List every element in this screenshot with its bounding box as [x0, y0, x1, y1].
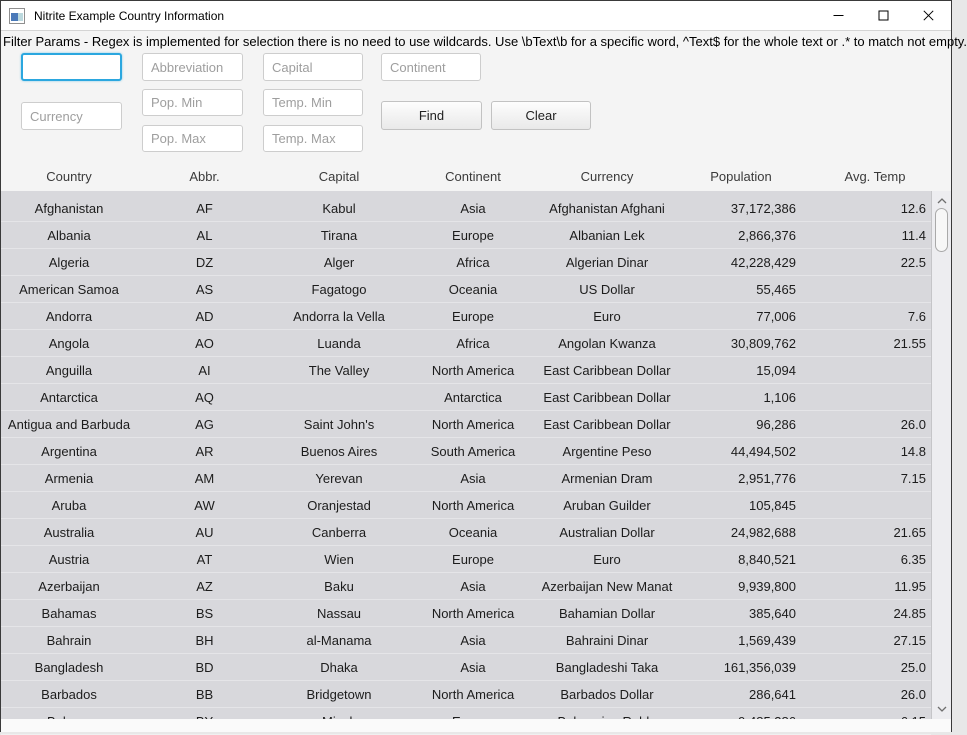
table-cell: al-Manama: [306, 633, 372, 648]
table-cell: Angola: [48, 336, 90, 351]
column-header-population[interactable]: Population: [710, 168, 772, 184]
table-cell: BS: [195, 606, 214, 621]
table-cell: South America: [430, 444, 516, 459]
table-body: [1, 191, 931, 719]
abbreviation-filter-input[interactable]: [142, 53, 243, 81]
table-cell: 105,845: [749, 498, 796, 513]
table-cell: 42,228,429: [730, 255, 796, 270]
table-cell: Argentina: [41, 444, 97, 459]
table-cell: 286,641: [749, 687, 796, 702]
table-cell: Bahamas: [41, 606, 97, 621]
table-cell: Albanian Lek: [569, 228, 645, 243]
table-cell: Yerevan: [315, 471, 363, 486]
table-row[interactable]: [1, 573, 931, 600]
table-cell: Oceania: [448, 525, 498, 540]
table-cell: Barbados: [41, 687, 97, 702]
table-cell: East Caribbean Dollar: [543, 417, 671, 432]
temperature-max-input[interactable]: [263, 125, 363, 152]
table-row[interactable]: [1, 195, 931, 222]
table-cell: Afghanistan: [34, 201, 104, 216]
continent-filter-input[interactable]: [381, 53, 481, 81]
table-cell: AQ: [195, 390, 214, 405]
table-cell: 22.5: [900, 255, 926, 270]
table-cell: Asia: [460, 201, 486, 216]
scrollbar-up-button[interactable]: [932, 193, 951, 209]
table-cell: AZ: [196, 579, 213, 594]
table-cell: Afghanistan Afghani: [549, 201, 665, 216]
table-cell: Algerian Dinar: [565, 255, 649, 270]
table-cell: 2,951,776: [738, 471, 796, 486]
scrollbar-down-button[interactable]: [932, 701, 951, 717]
table-cell: Asia: [460, 471, 486, 486]
table-row[interactable]: [1, 465, 931, 492]
column-header-country[interactable]: Country: [46, 168, 92, 184]
table-cell: Armenian Dram: [561, 471, 653, 486]
table-cell: 6.35: [900, 552, 926, 567]
maximize-icon: [878, 10, 889, 21]
table-cell: AO: [195, 336, 214, 351]
table-cell: American Samoa: [19, 282, 119, 297]
table-cell: 44,494,502: [730, 444, 796, 459]
window-title: Nitrite Example Country Information: [34, 8, 225, 23]
table-cell: AG: [195, 417, 214, 432]
table-cell: Asia: [460, 633, 486, 648]
table-row[interactable]: [1, 627, 931, 654]
table-cell: 27.15: [893, 633, 926, 648]
table-cell: Baku: [324, 579, 354, 594]
table-cell: AD: [195, 309, 214, 324]
close-icon: [923, 10, 934, 21]
table-cell: 14.8: [900, 444, 926, 459]
table-cell: Alger: [323, 255, 355, 270]
table-cell: Luanda: [317, 336, 361, 351]
app-icon-left-pane: [11, 13, 18, 21]
table-row[interactable]: [1, 222, 931, 249]
app-icon: [9, 8, 25, 24]
table-row[interactable]: [1, 654, 931, 681]
table-cell: AW: [194, 498, 215, 513]
table-cell: 11.95: [894, 579, 926, 594]
table-cell: North America: [431, 687, 515, 702]
table-cell: AU: [195, 525, 214, 540]
table-cell: Europe: [452, 552, 494, 567]
table-cell: Aruban Guilder: [563, 498, 651, 513]
table-cell: Euro: [593, 552, 621, 567]
table-cell: North America: [431, 417, 515, 432]
temperature-min-input[interactable]: [263, 89, 363, 116]
table-row[interactable]: [1, 519, 931, 546]
minimize-button[interactable]: [816, 1, 861, 30]
table-row[interactable]: [1, 546, 931, 573]
column-header-continent[interactable]: Continent: [445, 168, 501, 184]
table-cell: Africa: [456, 255, 490, 270]
table-cell: BH: [195, 633, 214, 648]
clear-button[interactable]: Clear: [491, 101, 591, 130]
table-cell: Bahraini Dinar: [565, 633, 649, 648]
table-cell: Andorra la Vella: [293, 309, 385, 324]
table-cell: Europe: [452, 309, 494, 324]
table-cell: 26.0: [900, 687, 926, 702]
table-row[interactable]: [1, 384, 931, 411]
column-header-avg-temp[interactable]: Avg. Temp: [844, 168, 906, 184]
table-row[interactable]: [1, 249, 931, 276]
column-header-abbr[interactable]: Abbr.: [189, 168, 220, 184]
table-cell: 12.6: [900, 201, 926, 216]
minimize-icon: [833, 10, 844, 21]
filter-instructions: Filter Params - Regex is implemented for selection there is no need to use wildcards. Use \bText\b for a specific word, ^Text$ for the whole text or .* to match not empty.: [3, 34, 967, 49]
population-max-input[interactable]: [142, 125, 243, 152]
vertical-scrollbar[interactable]: [931, 191, 951, 719]
table-cell: 96,286: [756, 417, 796, 432]
table-cell: Antarctica: [444, 390, 502, 405]
table-cell: 7.15: [900, 471, 926, 486]
table-cell: North America: [431, 498, 515, 513]
table-cell: Saint John's: [303, 417, 375, 432]
table-row[interactable]: [1, 600, 931, 627]
table-cell: AF: [196, 201, 213, 216]
table-row[interactable]: [1, 276, 931, 303]
bottom-strip: [1, 719, 951, 732]
close-button[interactable]: [906, 1, 951, 30]
table-cell: Azerbaijan New Manat: [541, 579, 673, 594]
capital-filter-input[interactable]: [263, 53, 363, 81]
column-header-currency[interactable]: Currency: [580, 168, 634, 184]
table-cell: AM: [194, 471, 215, 486]
table-cell: Canberra: [311, 525, 367, 540]
table-cell: AT: [196, 552, 213, 567]
table-row[interactable]: [1, 681, 931, 708]
table-cell: Bahrain: [46, 633, 92, 648]
table-cell: 21.55: [893, 336, 926, 351]
table-cell: Antarctica: [40, 390, 98, 405]
table-cell: 385,640: [749, 606, 796, 621]
table-cell: Europe: [452, 228, 494, 243]
table-cell: Euro: [593, 309, 621, 324]
table-cell: Bahamian Dollar: [558, 606, 656, 621]
table-cell: Buenos Aires: [300, 444, 378, 459]
table-cell: Kabul: [322, 201, 356, 216]
table-cell: 15,094: [756, 363, 796, 378]
table-cell: Bangladesh: [34, 660, 104, 675]
table-cell: Australia: [43, 525, 95, 540]
table-cell: 8,840,521: [738, 552, 796, 567]
table-cell: Nassau: [316, 606, 362, 621]
table-cell: Anguilla: [45, 363, 93, 378]
table-cell: Bridgetown: [306, 687, 372, 702]
table-cell: 25.0: [900, 660, 926, 675]
population-min-input[interactable]: [142, 89, 243, 116]
table-cell: AS: [195, 282, 214, 297]
table-cell: Bangladeshi Taka: [555, 660, 659, 675]
table-cell: DZ: [195, 255, 214, 270]
table-cell: 161,356,039: [723, 660, 796, 675]
window-controls: [816, 1, 951, 30]
table-cell: Azerbaijan: [38, 579, 100, 594]
table-cell: BB: [195, 687, 214, 702]
chevron-up-icon: [937, 197, 947, 205]
table-cell: Argentine Peso: [562, 444, 652, 459]
table-cell: AR: [195, 444, 214, 459]
table-cell: 21.65: [893, 525, 926, 540]
table-row[interactable]: [1, 303, 931, 330]
country-filter-input[interactable]: [21, 53, 122, 81]
table-cell: East Caribbean Dollar: [543, 363, 671, 378]
table-cell: Andorra: [45, 309, 93, 324]
table-cell: Armenia: [44, 471, 94, 486]
table-cell: Oranjestad: [307, 498, 371, 513]
column-header-capital[interactable]: Capital: [318, 168, 360, 184]
title-bar: [1, 1, 951, 31]
table-cell: 1,569,439: [738, 633, 796, 648]
table-row[interactable]: [1, 357, 931, 384]
table-cell: US Dollar: [579, 282, 635, 297]
table-cell: 7.6: [907, 309, 926, 324]
table-row[interactable]: [1, 330, 931, 357]
table-cell: East Caribbean Dollar: [543, 390, 671, 405]
table-cell: 26.0: [900, 417, 926, 432]
table-cell: Austria: [48, 552, 90, 567]
table-cell: 1,106: [763, 390, 796, 405]
table-cell: 55,465: [756, 282, 796, 297]
table-cell: Dhaka: [320, 660, 358, 675]
table-cell: 37,172,386: [730, 201, 796, 216]
table-cell: Albania: [47, 228, 91, 243]
table-cell: Algeria: [48, 255, 90, 270]
table-cell: 24,982,688: [730, 525, 796, 540]
table-cell: 11.4: [901, 228, 926, 243]
table-row[interactable]: [1, 438, 931, 465]
table-cell: Africa: [456, 336, 490, 351]
table-cell: North America: [431, 606, 515, 621]
table-cell: 30,809,762: [730, 336, 796, 351]
table-cell: Antigua and Barbuda: [7, 417, 131, 432]
table-cell: Oceania: [448, 282, 498, 297]
table-cell: Asia: [460, 579, 486, 594]
table-row[interactable]: [1, 411, 931, 438]
table-cell: AI: [198, 363, 211, 378]
table-cell: Angolan Kwanza: [558, 336, 656, 351]
table-cell: AL: [196, 228, 213, 243]
table-cell: BD: [195, 660, 214, 675]
table-cell: Australian Dollar: [559, 525, 655, 540]
table-cell: Asia: [460, 660, 486, 675]
table-row[interactable]: [1, 492, 931, 519]
table-cell: 77,006: [756, 309, 796, 324]
table-cell: 9,939,800: [738, 579, 796, 594]
find-button[interactable]: Find: [381, 101, 482, 130]
currency-filter-input[interactable]: [21, 102, 122, 130]
chevron-down-icon: [937, 705, 947, 713]
table-cell: Aruba: [51, 498, 87, 513]
table-cell: Tirana: [320, 228, 358, 243]
table-header: [1, 161, 942, 191]
table-cell: 24.85: [893, 606, 926, 621]
table-cell: 2,866,376: [738, 228, 796, 243]
app-icon-right-pane: [18, 13, 23, 21]
table-cell: The Valley: [308, 363, 370, 378]
table-cell: Fagatogo: [311, 282, 367, 297]
table-cell: Wien: [324, 552, 354, 567]
scrollbar-thumb[interactable]: [935, 208, 948, 252]
table-cell: Barbados Dollar: [560, 687, 654, 702]
maximize-button[interactable]: [861, 1, 906, 30]
table-cell: North America: [431, 363, 515, 378]
